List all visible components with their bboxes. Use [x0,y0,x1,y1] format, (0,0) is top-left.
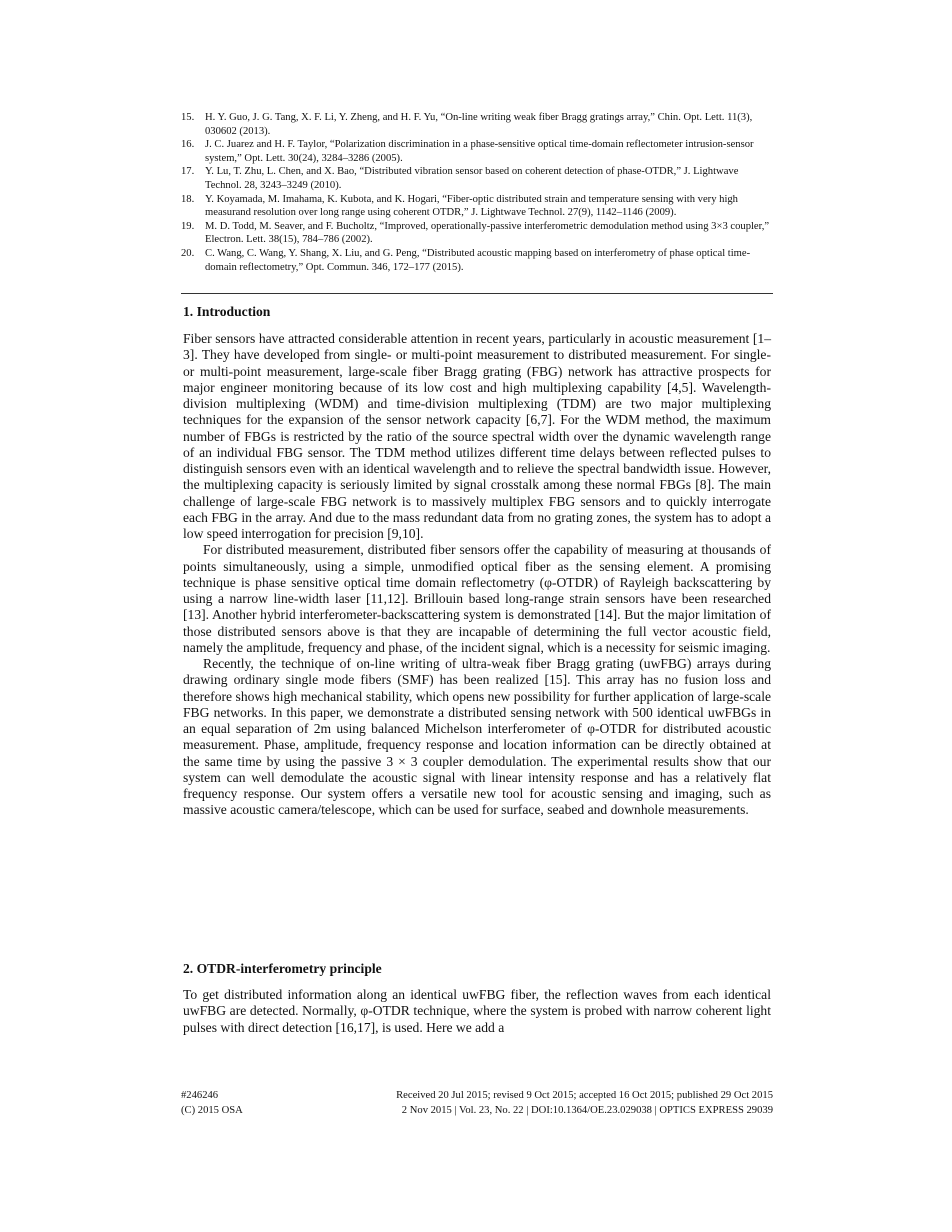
reference-number: 16. [181,139,195,151]
reference-text: Y. Lu, T. Zhu, L. Chen, and X. Bao, “Distributed vibration sensor based on coherent detection of phase-OTDR,” J. Lightwave Technol. 28, 3243–3249 (2010). [205,166,739,191]
reference-item [181,138,773,165]
reference-item [181,247,773,274]
footer-row [181,1103,773,1118]
reference-text: Y. Koyamada, M. Imahama, K. Kubota, and K. Hogari, “Fiber-optic distributed strain and temperature sensing with very high measurand resolution over long range using coherent OTDR,” J. Lightwave Technol. 27(9), 1142–1146 (2009). [205,193,738,219]
reference-number: 19. [181,220,195,232]
publication-dates: Received 20 Jul 2015; revised 9 Oct 2015; accepted 16 Oct 2015; published 29 Oct 2015 [396,1090,773,1101]
reference-text: C. Wang, C. Wang, Y. Shang, X. Liu, and G. Peng, “Distributed acoustic mapping based on interferometry of phase optical time-domain reflectometry,” Opt. Commun. 346, 172–177 (2015). [205,247,751,273]
section-heading-introduction: 1. Introduction [183,304,271,319]
section-heading-principle: 2. OTDR-interferometry principle [183,961,382,976]
reference-number: 18. [181,193,195,205]
page-footer [181,1088,773,1118]
principle-body [183,987,771,1036]
reference-number: 15. [181,112,195,123]
reference-text: J. C. Juarez and H. F. Taylor, “Polarization discrimination in a phase-sensitive optical time-domain reflectometer intrusion-sensor system,” Opt. Lett. 30(24), 3284–3286 (2005). [205,139,754,164]
reference-list [181,111,773,274]
manuscript-id: #246246 [181,1090,219,1101]
reference-text: H. Y. Guo, J. G. Tang, X. F. Li, Y. Zheng, and H. F. Yu, “On-line writing weak fiber Bragg gratings array,” Chin. Opt. Lett. 11(3), 030602 (2013). [205,112,753,137]
section-divider [181,293,773,294]
reference-text: M. D. Todd, M. Seaver, and F. Bucholtz, “Improved, operationally-passive interferometric demodulation method using 3×3 coupler,” Electron. Lett. 38(15), 784–786 (2002). [205,220,770,246]
footer-row [181,1088,773,1103]
introduction-body [183,331,771,819]
paragraph: Fiber sensors have attracted considerable attention in recent years, particularly in acoustic measurement [1–3]. They have developed from single- or multi-point measurement to distributed measurement. For single- or multi-point measurement, large-scale fiber Bragg grating (FBG) network has attractive prospects for major engineer monitoring because of its low cost and high multiplexing capability [4,5]. Wavelength-division multiplexing (WDM) and time-division multiplexing (TDM) are two major multiplexing techniques for the expansion of the sensor network capacity [6,7]. For the WDM method, the maximum number of FBGs is restricted by the ratio of the source spectral width over the dynamic wavelength range of an individual FBG sensor. The TDM method utilizes different time delays between reflected pulses to distinguish sensors even with an identical wavelength and to relieve the spectral bandwidth issue. However, the multiplexing capacity is seriously limited by signal crosstalk among these normal FBGs [8]. The main challenge of large-scale FBG network is to massively multiplex FBG sensors and to quickly interrogate each FBG in the array. And due to the mass redundant data from no grating zones, the system has to adopt a low speed interrogation for precision [9,10]. [183,331,771,541]
reference-item [181,111,773,138]
journal-citation: 2 Nov 2015 | Vol. 23, No. 22 | DOI:10.1364/OE.23.029038 | OPTICS EXPRESS 29039 [401,1105,773,1116]
paragraph: For distributed measurement, distributed fiber sensors offer the capability of measuring at thousands of points simultaneously, using a simple, unmodified optical fiber as the sensing element. A promising technique is phase sensitive optical time domain reflectometry (φ-OTDR) of Rayleigh backscattering by using a narrow line-width laser [11,12]. Brillouin based long-range strain sensors have been researched [13]. Another hybrid interferometer-backscattering system is demonstrated [14]. But the major limitation of those distributed sensors above is that they are incapable of determining the full vector acoustic field, namely the amplitude, frequency and phase, of the incident signal, which is a necessity for seismic imaging. [183,542,771,655]
paragraph: Recently, the technique of on-line writing of ultra-weak fiber Bragg grating (uwFBG) arrays during drawing ordinary single mode fibers (SMF) has been realized [15]. This array has no fusion loss and therefore shows high mechanical stability, which opens new possibility for further application of large-scale FBG networks. In this paper, we demonstrate a distributed sensing network with 500 identical uwFBGs in an equal separation of 2m using balanced Michelson interferometer of φ-OTDR for distributed acoustic measurement. Phase, amplitude, frequency response and location information can be directly obtained at the same time by using the passive 3 × 3 coupler demodulation. The experimental results show that our system can well demodulate the acoustic signal with linear intensity response and has a relatively flat frequency response. Our system offers a versatile new tool for acoustic sensing and imaging, such as massive acoustic camera/telescope, which can be used for surface, seabed and downhole measurements. [183,656,771,818]
paragraph: To get distributed information along an identical uwFBG fiber, the reflection waves from each identical uwFBG are detected. Normally, φ-OTDR technique, where the system is probed with narrow coherent light pulses with direct detection [16,17], is used. Here we add a [183,987,771,1035]
reference-number: 17. [181,166,195,178]
reference-item [181,220,773,247]
copyright: (C) 2015 OSA [181,1105,243,1116]
reference-item [181,193,773,220]
reference-number: 20. [181,247,195,259]
reference-item [181,165,773,192]
